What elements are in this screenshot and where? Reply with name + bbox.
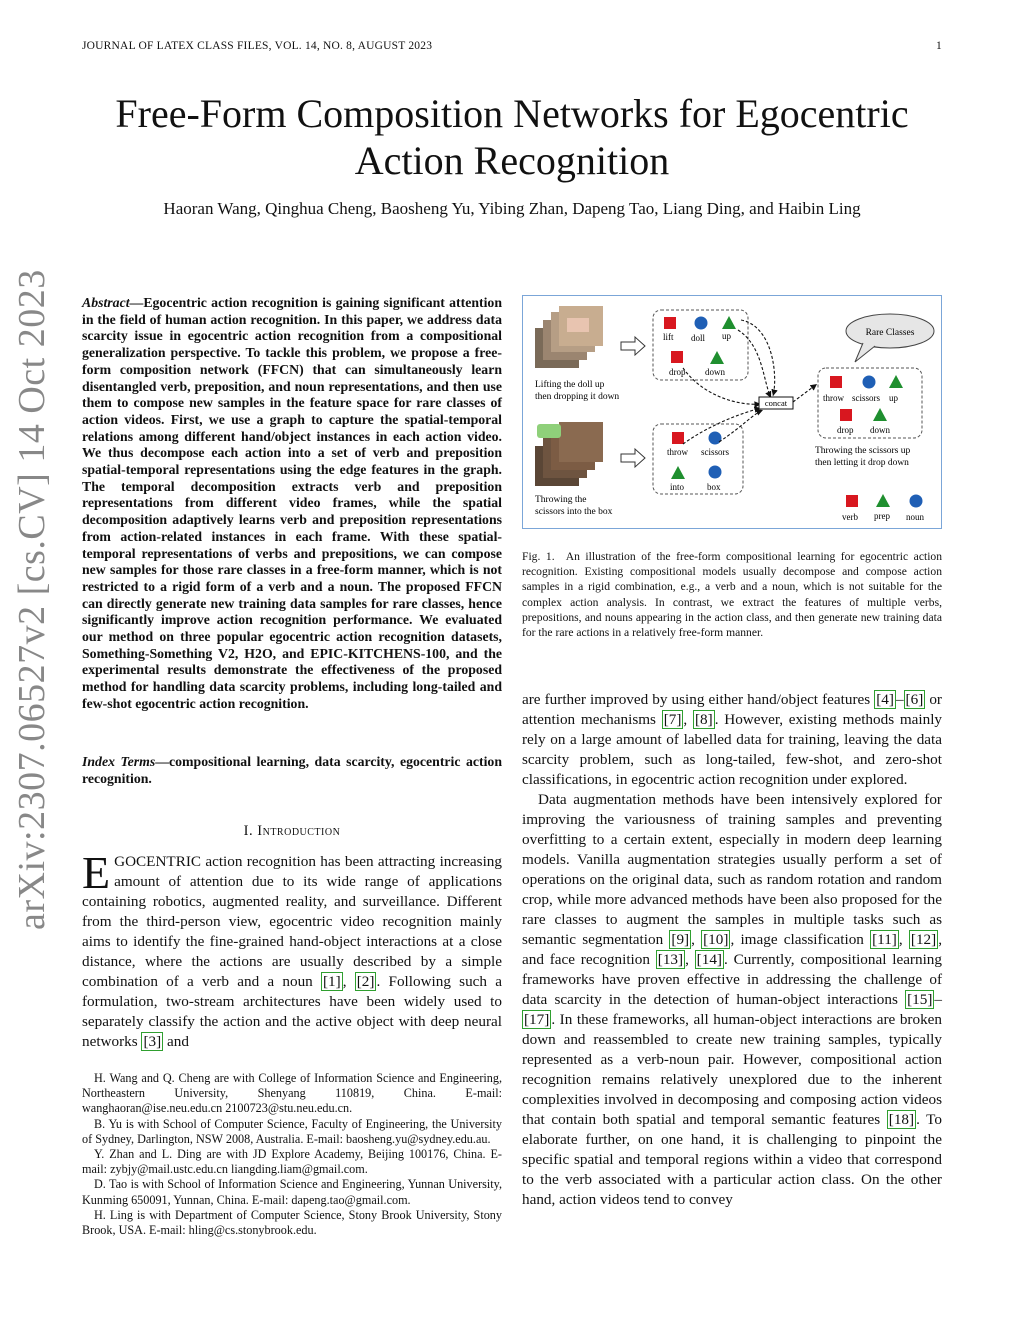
prep-triangle-icon [710,351,724,364]
desc-bot-line2: scissors into the box [535,507,613,517]
running-header-text: JOURNAL OF LATEX CLASS FILES, VOL. 14, NO. 8, AUGUST 2023 [82,40,433,52]
figure-1 [522,295,942,529]
paper-title: Free-Form Composition Networks for Egocentric Action Recognition [115,91,909,183]
abstract [82,295,502,713]
intro-paragraph [82,847,502,1052]
citation-link[interactable]: [9] [671,931,690,948]
citation-link[interactable]: [14] [696,951,722,968]
footnote: H. Wang and Q. Cheng are with College of Information Science and Engineering, Northeastern University, Shenyang 110819, China. E-mail: wanghaoran@ise.neu.edu.cn 2100723@stu.neu.edu.cn. [82,1071,502,1116]
concat-label: concat [764,398,788,408]
footnote: H. Ling is with Department of Computer Science, Stony Brook University, Stony Brook, USA. E-mail: hling@cs.stonybrook.edu. [82,1207,502,1238]
abstract-label: Abstract [82,295,130,310]
citation-link[interactable]: [1] [323,973,341,990]
body-text: – [895,691,904,708]
intro-text: , [342,973,355,990]
desc-top-line1: Lifting the doll up [535,380,605,390]
body-text: . To elaborate further, on one hand, it is challenging to pinpoint the specific spatial and temporal regions within a video that correspond to the verb associated with a particular action class. On the other hand, action videos tend to convey [522,1111,942,1208]
body-text: , and face recognition [522,931,942,968]
video-frames-top [535,306,603,368]
figure-caption [522,549,942,640]
bottom-label: box [707,482,721,492]
noun-circle-icon [695,317,708,330]
citation-link[interactable]: [4] [876,691,894,708]
figure-caption-text: An illustration of the free-form compositional learning for egocentric action recognition. Existing compositional models usually decompose and compose action samples in a rigid combination, e.g., a verb and a noun, which is not suitable for the complex action analysis. In contrast, we extract the features of multiple verbs, prepositions, and nouns appearing in the action class, and then generate new training data for the rare actions in a relatively free-form manner. [522,550,943,640]
intro-text: action recognition has been attracting increasing amount of attention due to its wide range of applications containing robotics, augmented reality, and surveillance. Different from the third-person view, egocentric video recognition mainly aims to identify the fine-grained hand-object interactions at a close distance, where the actions are usually described by a simple combination of a verb and a noun [82,853,502,990]
body-text: , image classification [730,931,871,948]
legend-label: noun [906,512,924,522]
video-frames-bottom [535,422,603,486]
index-terms-text: —compositional learning, data scarcity, egocentric action recognition. [82,754,503,786]
output-label: throw [823,393,844,403]
body-text: or attention mechanisms [522,691,942,728]
prep-triangle-icon [873,408,887,421]
arrow-icon [621,337,645,467]
top-label: drop [669,367,686,377]
body-paragraph [522,790,942,1210]
body-paragraph [522,690,942,790]
body-text: Data augmentation methods have been intensively explored for improving the variousness of training samples and preventing overfitting to a certain extent, especially in modern deep learning models. Vanilla augmentation strategies usually perform a set of operations on the original data, such as random rotation and random crop, while more advanced methods have been also proposed for the rare classes to augment the samples in multiple tasks such as semantic segmentation [522,791,942,948]
body-text: . However, existing methods mainly rely on a large amount of labelled data for training, leaving the data scarcity problem, such as long-tailed, few-shot, and zero-shot classifications, in egocentric action recognition under explored. [522,711,943,788]
rare-classes-label: Rare Classes [865,328,915,338]
desc-bot-line1: Throwing the [535,495,587,505]
output-label: drop [837,425,854,435]
top-label: up [722,331,731,341]
noun-circle-icon [709,432,722,445]
desc-top-line2: then dropping it down [535,392,620,402]
section-number: I. [243,823,254,839]
arxiv-identifier: arXiv:2307.06527v2 [cs.CV] 14 Oct 2023 [11,269,53,930]
output-label: scissors [852,393,881,403]
verb-square-icon [671,351,683,363]
intro-text: and [163,1033,189,1050]
citation-link[interactable]: [8] [694,711,713,728]
output-desc-line2: then letting it drop down [815,458,909,468]
right-column-body [522,690,942,1210]
body-text: . In these frameworks, all human-object interactions are broken down and reassembled to create new training samples, typically represented as a verb-noun pair. However, compositional action recognition remains relatively unexplored due to the inherent complexities involved in decomposing and composing action videos that contain both spatial and temporal semantic features [522,1011,942,1128]
verb-square-icon [830,376,842,388]
footnote: B. Yu is with School of Computer Science, Faculty of Engineering, the University of Sydney, Darlington, NSW 2008, Australia. E-mail: baosheng.yu@sydney.edu.au. [82,1116,502,1146]
citation-link[interactable]: [7] [663,711,682,728]
citation-link[interactable]: [17] [524,1011,550,1028]
prep-triangle-icon [671,466,685,479]
section-heading [82,823,502,840]
body-text: , [691,931,702,948]
noun-circle-icon [709,466,722,479]
running-header [82,40,942,52]
top-label: doll [691,333,706,343]
body-text: , [683,711,693,728]
body-text: , [898,931,909,948]
citation-link[interactable]: [6] [905,691,924,708]
footnote: D. Tao is with School of Information Science and Engineering, Yunnan University, Kunming 650091, Yunnan, China. E-mail: dapeng.tao@gmail.com. [82,1177,502,1207]
legend-label: prep [874,511,890,521]
verb-square-icon [664,317,676,329]
body-text: , [685,951,695,968]
legend-noun-icon [910,495,923,508]
citation-link[interactable]: [13] [657,951,684,968]
footnote: Y. Zhan and L. Ding are with JD Explore Academy, Beijing 100176, China. E-mail: zybjy@mail.ustc.edu.cn liangding.liam@gmail.com. [82,1147,502,1177]
index-terms [82,754,502,787]
citation-link[interactable]: [10] [703,931,729,948]
prep-triangle-icon [889,375,903,388]
legend-verb-icon [846,495,858,507]
bottom-label: throw [667,447,688,457]
bottom-label: scissors [701,447,730,457]
verb-square-icon [840,409,852,421]
top-label: lift [663,332,674,342]
citation-link[interactable]: [11] [872,931,897,948]
legend-prep-icon [876,494,890,507]
page-number: 1 [936,40,942,52]
verb-square-icon [672,432,684,444]
section-title: Introduction [257,823,341,839]
citation-link[interactable]: [12] [910,931,937,948]
affiliation-footnotes [82,1071,502,1238]
abstract-text: —Egocentric action recognition is gaining significant attention in the field of human action recognition. In this paper, we address data scarcity issue in egocentric action recognition from a compositional generalization perspective. To tackle this problem, we propose a free-form composition network (FFCN) that can simultaneously learn disentangled verb, preposition, and noun representations, and then use them to compose new samples in the feature space for rare classes of action videos. First, we use a graph to capture the spatial-temporal relations among different hand/object instances in each action video. We thus decompose each action into a set of verb and preposition spatial-temporal representations using the edge features in the graph. The temporal decomposition extracts verb and preposition representations from different video frames, while the spatial decomposition adaptively learns verb and preposition representations from action-related instances in each frame. With these spatial-temporal representations of verbs and prepositions, we can compose new samples for those rare classes in a free-form manner, which is not restricted to a rigid form of a verb and a noun. The proposed FFCN can directly generate new training data samples for rare classes, hence significantly improve action recognition performance. We evaluated our method on three popular egocentric action recognition datasets, Something-Something V2, H2O, and EPIC-KITCHENS-100, and the experimental results demonstrate the effectiveness of the proposed method for handling data scarcity problems, including long-tailed and few-shot egocentric action recognition. [82,295,502,711]
author-list: Haoran Wang, Qinghua Cheng, Baosheng Yu, Yibing Zhan, Dapeng Tao, Liang Ding, and Haibin Ling [163,199,861,218]
citation-link[interactable]: [2] [356,973,375,990]
bottom-label: into [670,482,685,492]
citation-link[interactable]: [15] [907,991,933,1008]
figure-label: Fig. 1. [522,550,555,563]
intro-text: . Following such a formulation, two-stream architectures have been widely used to separately classify the action and the active object with deep neural networks [82,973,502,1050]
drop-cap: E [82,847,111,898]
top-label: down [705,367,725,377]
figure-1-diagram [523,296,941,528]
citation-link[interactable]: [18] [888,1111,915,1128]
body-text: – [934,991,942,1008]
index-terms-label: Index Terms [82,754,156,769]
body-text: are further improved by using either hand/object features [522,691,875,708]
intro-lead: GOCENTRIC [114,853,202,870]
noun-circle-icon [863,376,876,389]
output-label: up [889,393,898,403]
output-desc-line1: Throwing the scissors up [815,446,911,456]
output-label: down [870,425,890,435]
prep-triangle-icon [722,316,736,329]
body-text: . Currently, compositional learning frameworks have proven effective in addressing the challenge of data scarcity in the detection of human-object interactions [522,951,942,1008]
legend-label: verb [842,512,858,522]
citation-link[interactable]: [3] [143,1033,162,1050]
rare-classes-bubble [846,314,934,362]
